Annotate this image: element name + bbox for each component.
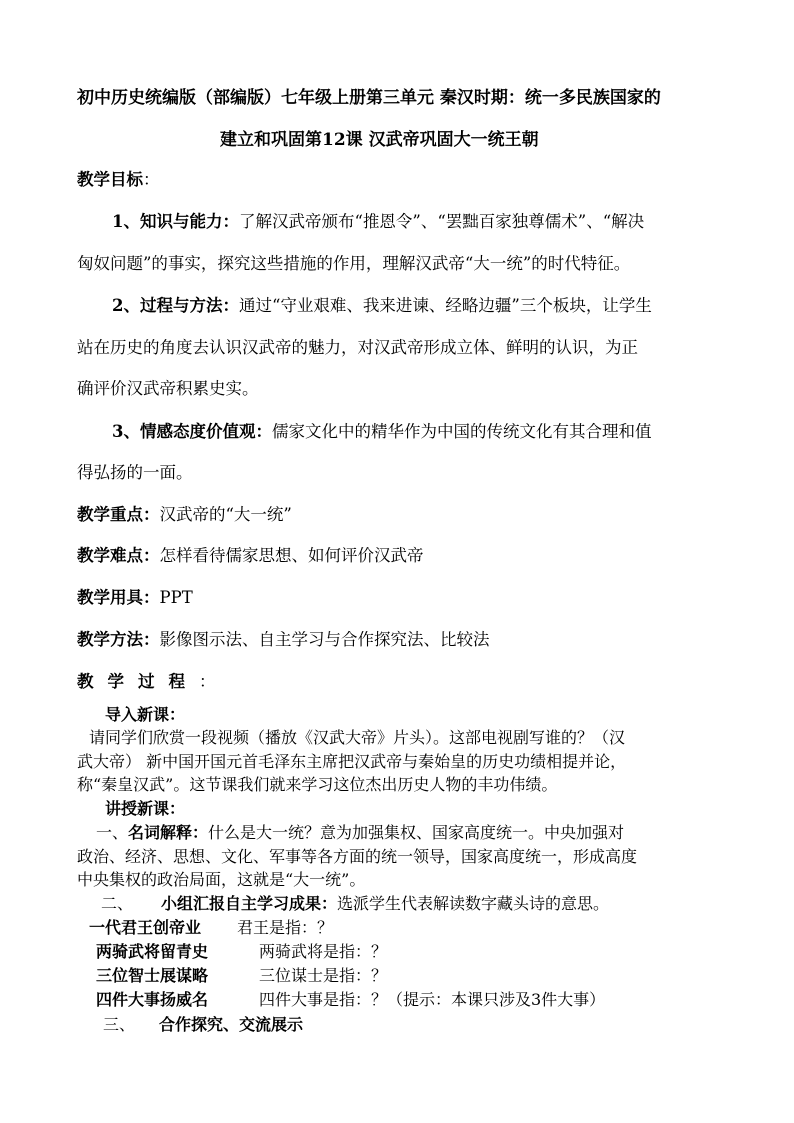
intro-label: 导入新课：	[105, 705, 186, 724]
poem-line-2: 两骑武将留青史	[96, 942, 209, 961]
poem-line-1: 一代君王创帝业	[89, 918, 202, 937]
objective-2-label: 2、过程与方法：	[112, 296, 239, 315]
poem-question-3: 三位谋士是指：？	[259, 966, 388, 985]
tools-label: 教学用具：	[77, 588, 160, 607]
lecture-part-2-label: 小组汇报自主学习成果：	[161, 894, 338, 913]
process-heading	[77, 674, 216, 691]
tools-value: PPT	[159, 588, 193, 607]
lecture-part-1-line-1	[96, 825, 624, 841]
poem-question-4: 四件大事是指：？（提示：本课只涉及3件大事）	[259, 990, 606, 1009]
objectives-heading-label: 教学目标	[77, 170, 143, 189]
objective-3-label: 3、情感态度价值观：	[112, 422, 272, 441]
teaching-tools	[77, 590, 193, 607]
objective-2-line-3: 确评价汉武帝积累史实。	[77, 379, 259, 398]
objective-2-line-2: 站在历史的角度去认识汉武帝的魅力，对汉武帝形成立体、鲜明的认识，为正	[77, 338, 638, 357]
difficulty-label: 教学难点：	[77, 546, 160, 565]
poem-question-2: 两骑武将是指：？	[259, 942, 388, 961]
lecture-part-1-text: 什么是大一统？意为加强集权、国家高度统一。中央加强对	[208, 823, 625, 842]
objective-2-text: 通过“守业艰难、我来进谏、经略边疆”三个板块，让学生	[238, 296, 652, 315]
key-point	[77, 507, 292, 524]
document-title-line-1: 初中历史统编版（部编版）七年级上册第三单元 秦汉时期：统一多民族国家的	[77, 88, 661, 108]
lecture-part-3	[103, 1017, 303, 1033]
lecture-part-3-label: 合作探究、交流展示	[159, 1015, 304, 1034]
lecture-part-1-label: 名词解释：	[128, 823, 209, 842]
methods-label: 教学方法：	[77, 630, 160, 649]
objective-3-text: 儒家文化中的精华作为中国的传统文化有其合理和值	[271, 422, 652, 441]
objective-3-line-2: 得弘扬的一面。	[77, 463, 193, 482]
objectives-heading	[77, 172, 160, 189]
lecture-part-2	[101, 896, 609, 912]
process-heading-colon: ：	[199, 672, 216, 691]
lecture-part-2-prefix: 二、	[101, 894, 134, 913]
objective-1-line-2: 匈奴问题”的事实，探究这些措施的作用，理解汉武帝“大一统”的时代特征。	[77, 254, 631, 273]
document-title-line-2: 建立和巩固第12课 汉武帝巩固大一统王朝	[220, 130, 539, 150]
objective-1-line-1	[112, 214, 644, 231]
intro-line-3: 称“秦皇汉武”。这节课我们就来学习这位杰出历史人物的丰功伟绩。	[77, 775, 558, 794]
poem-line-3: 三位智士展谋略	[96, 966, 209, 985]
objective-1-label: 1、知识与能力：	[112, 212, 239, 231]
lecture-part-1-line-3: 中央集权的政治局面，这就是“大一统”。	[77, 870, 366, 889]
key-point-value: 汉武帝的“大一统”	[159, 505, 292, 524]
lecture-part-1-prefix: 一、	[96, 823, 129, 842]
intro-line-1: 请同学们欣赏一段视频（播放《汉武大帝》片头）。这部电视剧写谁的？（汉	[89, 728, 626, 747]
difficulty-value: 怎样看待儒家思想、如何评价汉武帝	[159, 546, 424, 565]
objectives-heading-colon: ：	[143, 170, 160, 189]
process-heading-label: 教学过程	[77, 672, 199, 691]
lecture-part-3-prefix: 三、	[103, 1015, 136, 1034]
key-point-label: 教学重点：	[77, 505, 160, 524]
objective-2-line-1	[112, 298, 652, 315]
teaching-methods	[77, 632, 490, 649]
objective-1-text: 了解汉武帝颁布“推恩令”、“罢黜百家独尊儒术”、“解决	[238, 212, 645, 231]
lecture-label: 讲授新课：	[105, 799, 186, 818]
poem-question-1: 君王是指：？	[237, 918, 334, 937]
lecture-part-1-line-2: 政治、经济、思想、文化、军事等各方面的统一领导，国家高度统一，形成高度	[77, 847, 638, 866]
poem-line-4: 四件大事扬威名	[96, 990, 209, 1009]
methods-value: 影像图示法、自主学习与合作探究法、比较法	[159, 630, 490, 649]
difficulty	[77, 548, 424, 565]
lecture-part-2-text: 选派学生代表解读数字藏头诗的意思。	[337, 894, 610, 913]
intro-line-2: 武大帝） 新中国开国元首毛泽东主席把汉武帝与秦始皇的历史功绩相提并论，	[77, 752, 627, 771]
objective-3-line-1	[112, 424, 651, 441]
